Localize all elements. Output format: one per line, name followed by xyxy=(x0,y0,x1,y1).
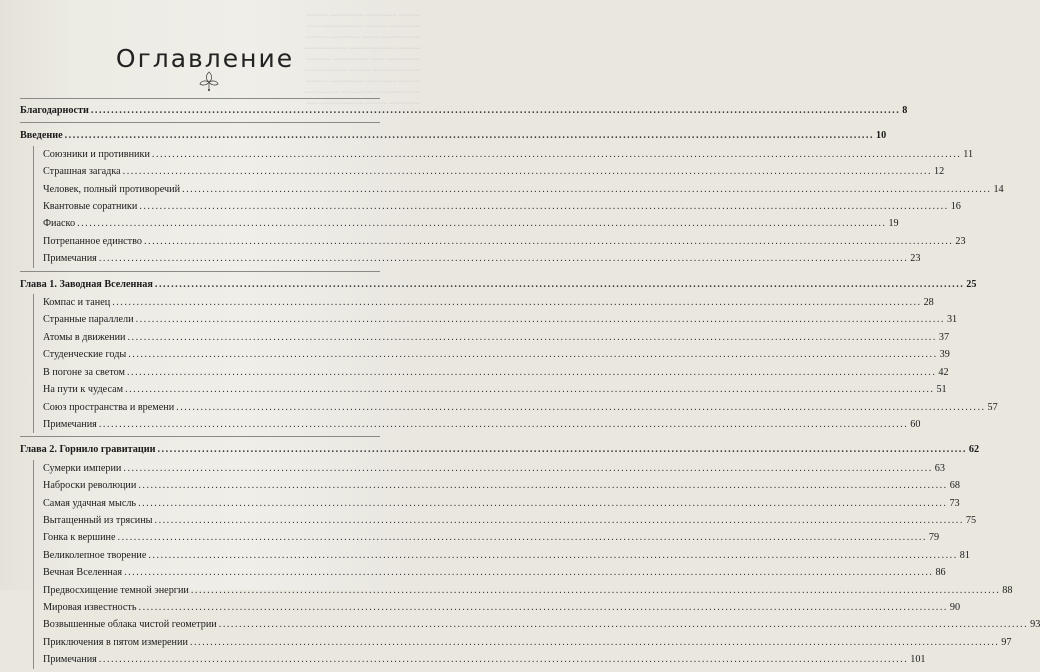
toc-entry-chapter-1[interactable] xyxy=(20,276,977,293)
toc-entry-label: Союзники и противники xyxy=(43,148,150,160)
toc-subentry[interactable] xyxy=(43,346,950,363)
toc-subentry[interactable] xyxy=(43,495,960,512)
toc-entry-label: Мировая известность xyxy=(43,601,137,613)
toc-entry-label: Введение xyxy=(20,130,63,142)
toc-subentry[interactable] xyxy=(43,233,966,250)
leader-dots xyxy=(99,416,908,433)
toc-section-chapter-1 xyxy=(20,272,998,437)
toc-entry-page: 23 xyxy=(910,253,921,265)
toc-subsection-list xyxy=(33,460,1040,669)
leader-dots xyxy=(148,547,957,564)
toc-entry-page: 37 xyxy=(938,331,950,343)
toc-entry-page: 68 xyxy=(949,480,960,492)
leader-dots xyxy=(99,250,908,267)
toc-entry-label: Союз пространства и времени xyxy=(43,401,175,413)
toc-subentry[interactable] xyxy=(43,399,998,416)
toc-subentry[interactable] xyxy=(43,564,946,581)
toc-subentry[interactable] xyxy=(43,599,961,616)
leader-dots xyxy=(158,441,967,458)
toc-entry-page: 75 xyxy=(965,514,977,526)
leader-dots xyxy=(139,599,948,616)
leader-dots xyxy=(65,127,874,144)
toc-entry-page: 79 xyxy=(928,532,940,544)
toc-subentry[interactable] xyxy=(43,460,945,477)
toc-entry-page: 28 xyxy=(923,297,934,309)
leader-dots xyxy=(123,163,932,180)
toc-entry-page: 62 xyxy=(968,444,980,456)
leader-dots xyxy=(125,381,934,398)
toc-subentry[interactable] xyxy=(43,311,958,328)
leader-dots xyxy=(190,634,999,651)
fleuron-ornament-icon xyxy=(197,70,221,92)
toc-entry-label: Великолепное творение xyxy=(43,549,147,561)
toc-entry-page: 88 xyxy=(1002,584,1013,596)
leader-dots xyxy=(118,529,927,546)
toc-entry-page: 19 xyxy=(888,218,899,230)
toc-subentry[interactable] xyxy=(43,163,945,180)
leader-dots xyxy=(155,512,964,529)
leader-dots xyxy=(182,181,991,198)
toc-entry-page: 93 xyxy=(1030,619,1040,631)
toc-subentry[interactable] xyxy=(43,634,1012,651)
toc-entry-label: Возвышенные облака чистой геометрии xyxy=(43,619,217,631)
toc-entry-page: 97 xyxy=(1001,636,1012,648)
toc-entry-page: 60 xyxy=(910,418,921,430)
toc-subentry[interactable] xyxy=(43,651,926,668)
leader-dots xyxy=(136,311,945,328)
toc-entry-page: 63 xyxy=(934,462,945,474)
toc-subentry[interactable] xyxy=(43,477,960,494)
toc-entry-page: 11 xyxy=(963,148,974,160)
toc-subentry[interactable] xyxy=(43,616,1040,633)
toc-entry-label: Самая удачная мысль xyxy=(43,497,137,509)
toc-entry-page: 10 xyxy=(876,130,887,142)
leader-dots xyxy=(124,564,933,581)
leader-dots xyxy=(152,146,961,163)
leader-dots xyxy=(127,364,936,381)
toc-entry-intro[interactable] xyxy=(20,127,887,144)
toc-subsection-list xyxy=(33,146,1004,268)
toc-entry-label: Студенческие годы xyxy=(43,349,127,361)
toc-subentry[interactable] xyxy=(43,416,921,433)
toc-subentry[interactable] xyxy=(43,529,940,546)
toc-section-chapter-2 xyxy=(20,437,1040,671)
bleed-through-text: ~~~~~ ~~~~~~~ ~~~~~~~~ ~~~~~ ~~~~~~~ ~~~~~ ~~~~~~~~~~ ~~~ ~~~~~~~~~ ~~~~ ~~~~~~~ ~~~~~ ~~~~~ ~~~~~~~~~~~ ~~~~~~~~~~ ~~~~~~~~ ~~~ ~~~~~~~~ ~~~~~~ ~~~~~~~~~~~ ~~~~~ ~~~~~~~~~~ ~~~~~ ~~~~~~~ ~~~~~~~~ ~~~~~ ~~~~~~~~~~ ~~~~~~~~ ~~~~~~~~ ~~~~~~~ ~~~~~ ~~~~~~~~~~ ~~~ xyxy=(303,11,420,108)
toc-entry-page: 86 xyxy=(935,567,946,579)
toc-subentry[interactable] xyxy=(43,215,899,232)
toc-entry-label: Вечная Вселенная xyxy=(43,567,123,579)
leader-dots xyxy=(123,460,932,477)
toc-entry-page: 51 xyxy=(936,384,947,396)
leader-dots xyxy=(191,582,1000,599)
toc-entry-page: 12 xyxy=(934,166,945,178)
toc-section-intro xyxy=(20,123,1004,270)
toc-entry-label: Квантовые соратники xyxy=(43,201,138,213)
leader-dots xyxy=(91,102,900,119)
toc-entry-page: 73 xyxy=(949,497,960,509)
toc-entry-label: Приключения в пятом измерении xyxy=(43,636,188,648)
leader-dots xyxy=(77,215,886,232)
toc-entry-label: Примечания xyxy=(43,654,97,666)
page-title: Оглавление xyxy=(115,44,295,73)
toc-subentry[interactable] xyxy=(43,381,947,398)
toc-entry-label: Страшная загадка xyxy=(43,166,121,178)
toc-subentry[interactable] xyxy=(43,547,970,564)
toc-entry-label: Гонка к вершине xyxy=(43,532,116,544)
toc-entry-label: Вытащенный из трясины xyxy=(43,514,153,526)
toc-subentry[interactable] xyxy=(43,294,934,311)
toc-entry-page: 90 xyxy=(949,601,961,613)
leader-dots xyxy=(219,616,1028,633)
toc-entry-label: Наброски революции xyxy=(43,480,137,492)
toc-entry-label: Благодарности xyxy=(20,105,89,116)
toc-entry-page: 25 xyxy=(966,278,977,290)
toc-subentry[interactable] xyxy=(43,198,961,215)
leader-dots xyxy=(139,198,948,215)
toc-entry-page: 23 xyxy=(955,235,966,247)
toc-entry-label: Компас и танец xyxy=(43,297,111,309)
leader-dots xyxy=(176,399,985,416)
toc-entry-label: Фиаско xyxy=(43,218,76,230)
toc-entry-label: Примечания xyxy=(43,253,97,265)
toc-entry-page: 16 xyxy=(950,201,961,213)
toc-subentry[interactable] xyxy=(43,181,1004,198)
toc-entry-label: Атомы в движении xyxy=(43,331,126,343)
leader-dots xyxy=(155,276,964,293)
toc-entry-page: 39 xyxy=(939,349,950,361)
toc-entry-label: Человек, полный противоречий xyxy=(43,183,181,195)
leader-dots xyxy=(128,329,937,346)
leader-dots xyxy=(144,233,953,250)
toc-entry-label: Потрепанное единство xyxy=(43,235,142,247)
toc-subentry[interactable] xyxy=(43,364,949,381)
toc-entry-label: Странные параллели xyxy=(43,314,134,326)
toc-entry-page: 14 xyxy=(993,183,1004,195)
toc-entry-label: Глава 1. Заводная Вселенная xyxy=(20,278,153,290)
toc-subentry[interactable] xyxy=(43,582,1013,599)
toc-subentry[interactable] xyxy=(43,250,921,267)
leader-dots xyxy=(99,651,908,668)
toc-entry-thanks[interactable] xyxy=(20,102,908,119)
leader-dots xyxy=(112,294,921,311)
toc-subentry[interactable] xyxy=(43,146,974,163)
toc-entry-label: Глава 2. Горнило гравитации xyxy=(20,444,156,456)
toc-entry-chapter-2[interactable] xyxy=(20,441,980,458)
toc-subentry[interactable] xyxy=(43,329,950,346)
toc-entry-page: 8 xyxy=(902,105,908,116)
toc-entry-page: 31 xyxy=(946,314,958,326)
leader-dots xyxy=(138,477,947,494)
toc-subsection-list xyxy=(33,294,998,433)
toc-section-thanks xyxy=(20,99,908,122)
table-of-contents xyxy=(20,98,1040,672)
toc-entry-label: Сумерки империи xyxy=(43,462,122,474)
toc-entry-label: В погоне за светом xyxy=(43,366,125,378)
toc-entry-label: На пути к чудесам xyxy=(43,384,124,396)
toc-entry-label: Предвосхищение темной энергии xyxy=(43,584,189,596)
toc-entry-page: 81 xyxy=(959,549,970,561)
toc-entry-page: 101 xyxy=(910,654,926,666)
toc-entry-page: 42 xyxy=(938,366,949,378)
leader-dots xyxy=(128,346,937,363)
leader-dots xyxy=(138,495,947,512)
toc-subentry[interactable] xyxy=(43,512,977,529)
toc-entry-label: Примечания xyxy=(43,418,97,430)
toc-entry-page: 57 xyxy=(987,401,998,413)
